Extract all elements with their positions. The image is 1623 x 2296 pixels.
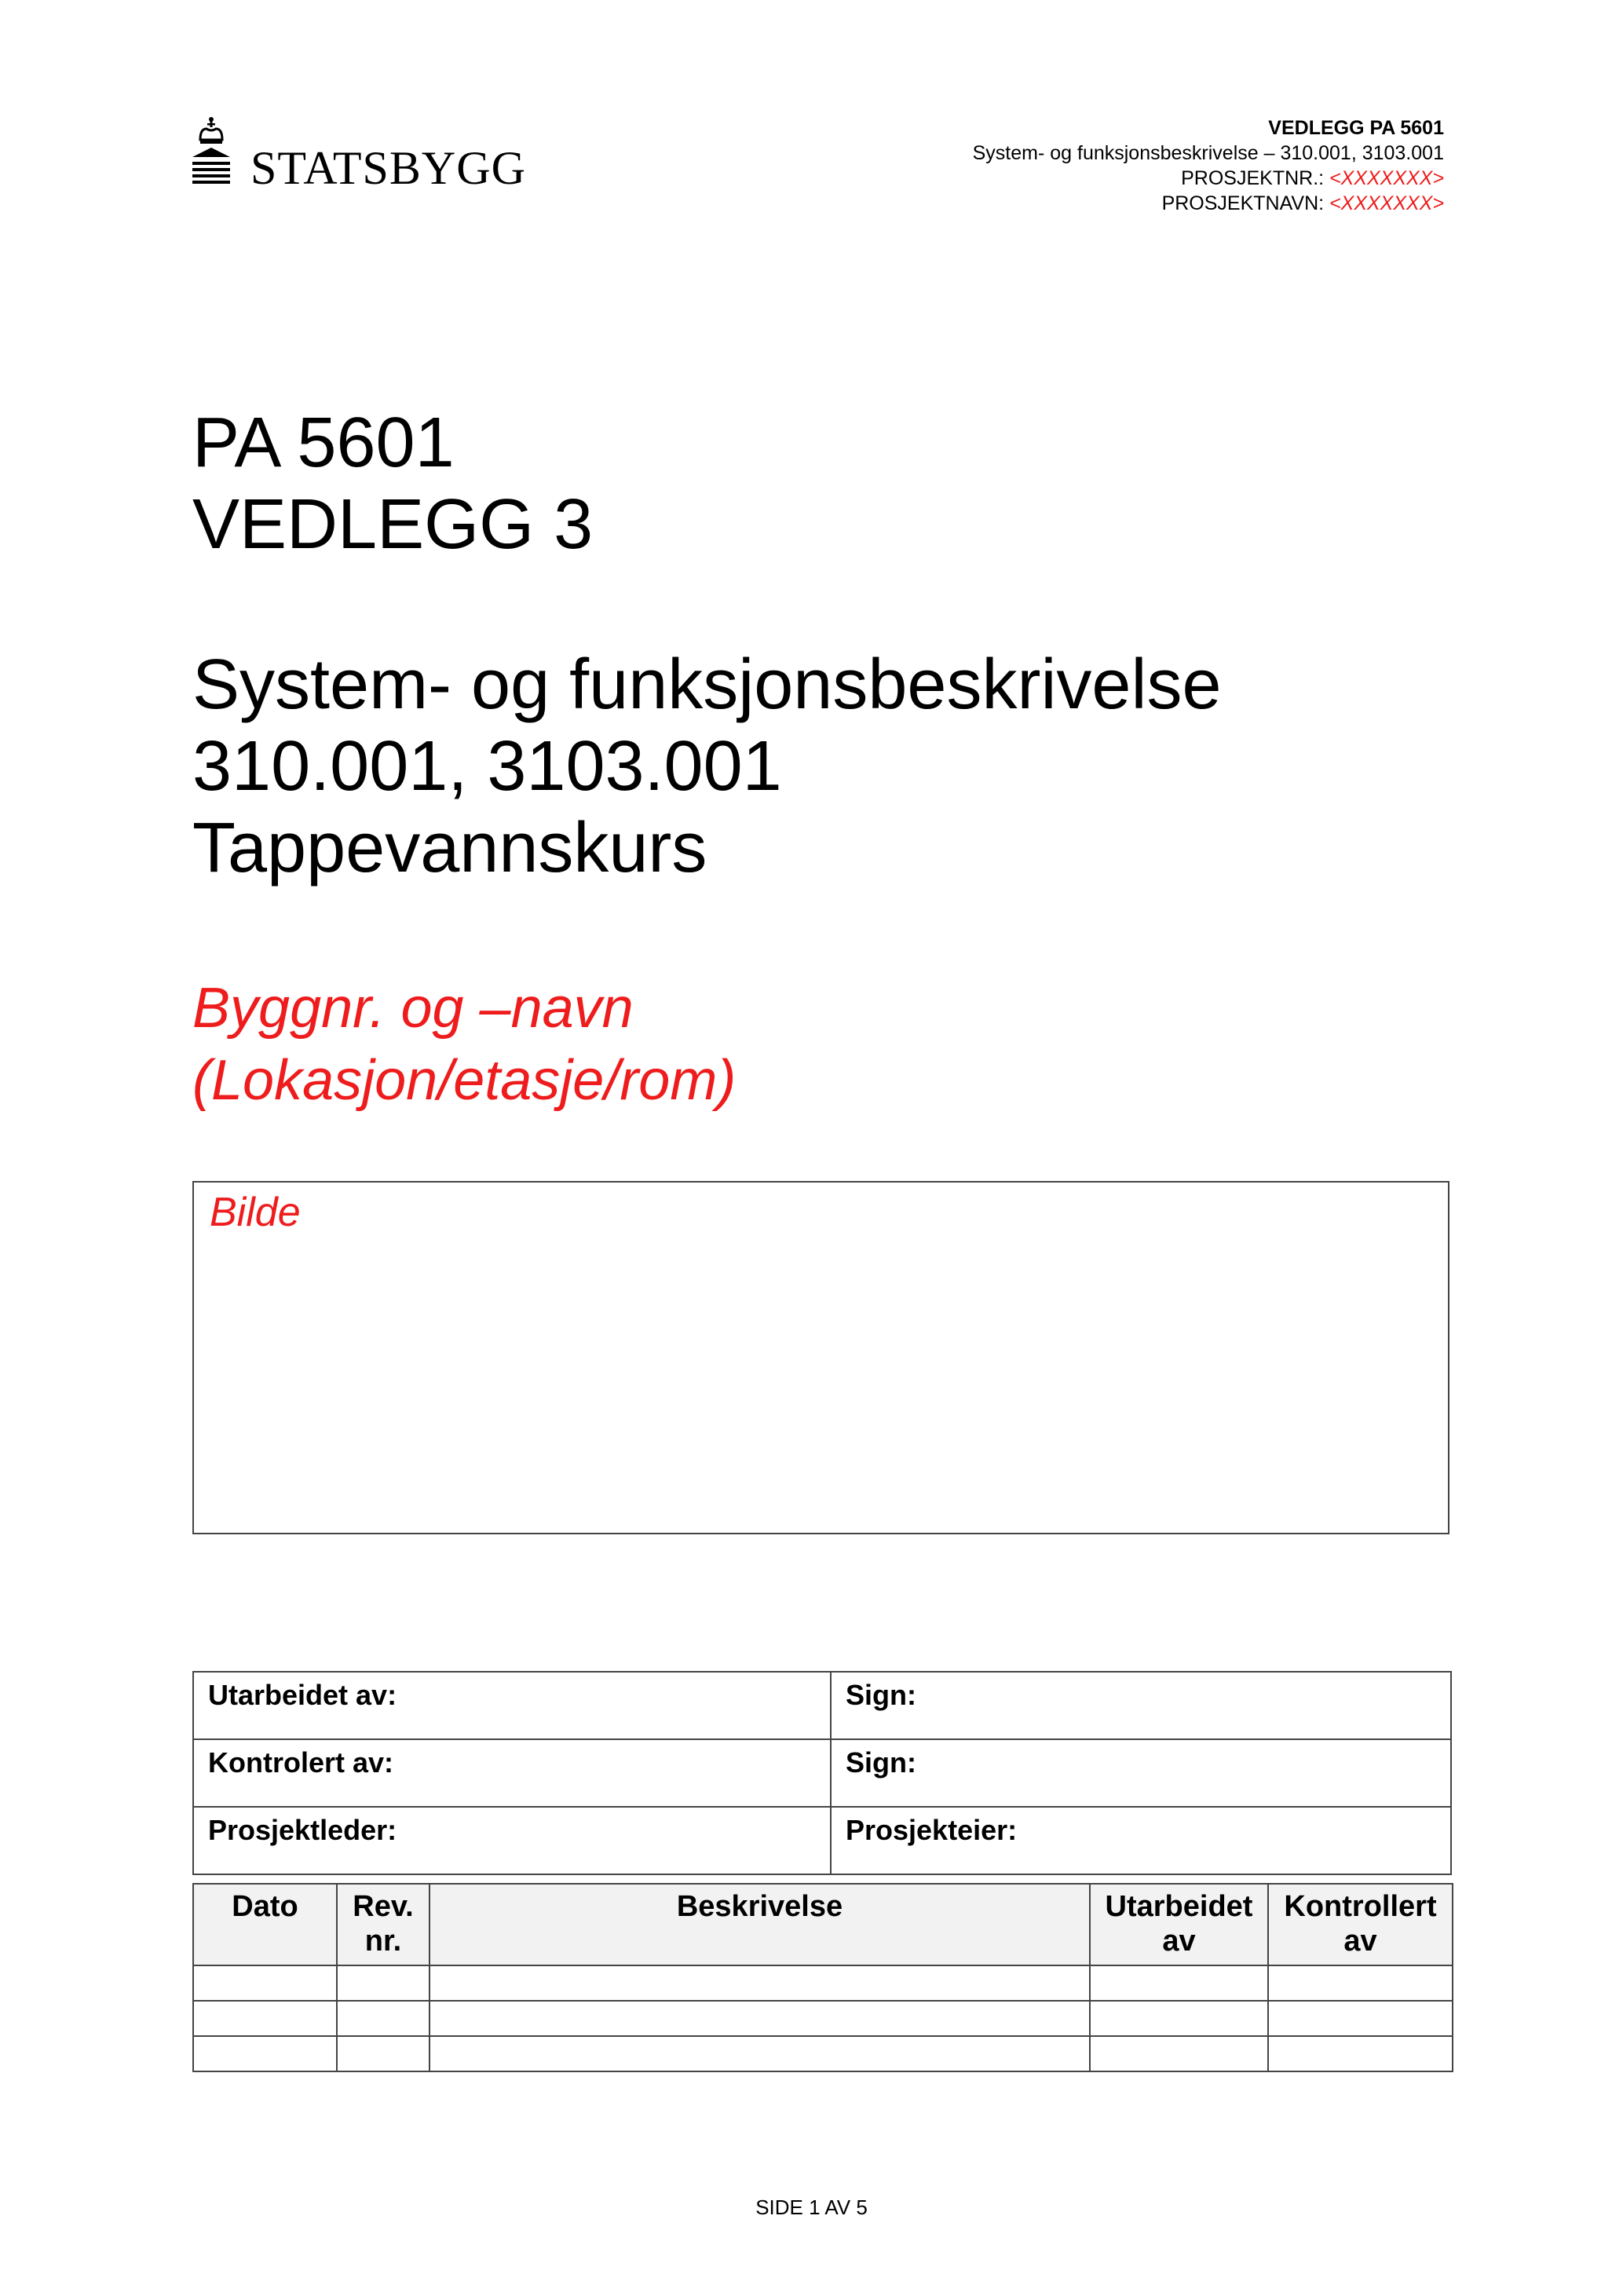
table-row: [193, 1965, 1453, 2001]
header-project-no: [973, 166, 1444, 191]
checked-by-cell: Kontrolert av:: [193, 1739, 831, 1807]
table-cell: [193, 2036, 337, 2071]
table-cell: [1090, 2036, 1268, 2071]
project-leader-cell: Prosjektleder:: [193, 1807, 831, 1874]
table-cell: [193, 1965, 337, 2001]
header-prepared-by: Utarbeidet av: [1090, 1884, 1268, 1965]
table-cell: [430, 2001, 1090, 2036]
signature-row: [193, 1672, 1451, 1739]
table-cell: [430, 2036, 1090, 2071]
crown-icon: [191, 116, 232, 188]
signature-row: [193, 1807, 1451, 1874]
project-no-value: <XXXXXXX>: [1329, 167, 1444, 189]
signature-table: [192, 1671, 1452, 1875]
sign-cell: Sign:: [831, 1672, 1451, 1739]
table-cell: [1268, 2036, 1453, 2071]
header-project-name: [973, 191, 1444, 216]
title-line-3: System- og funksjonsbeskrivelse: [192, 645, 1222, 724]
header-subtitle: System- og funksjonsbeskrivelse – 310.001, 3103.001: [972, 142, 1444, 164]
header-checked-by: Kontrollert av: [1268, 1884, 1453, 1965]
table-cell: [1268, 2001, 1453, 2036]
project-name-value: <XXXXXXX>: [1329, 192, 1444, 214]
table-row: [193, 2001, 1453, 2036]
table-cell: [193, 2001, 337, 2036]
table-row: [193, 2036, 1453, 2071]
building-line-1: Byggnr. og –navn: [192, 977, 634, 1040]
document-subject: [192, 644, 1222, 889]
logo-wordmark: STATSBYGG: [250, 142, 526, 194]
title-line-4: 310.001, 3103.001: [192, 727, 782, 806]
table-cell: [1090, 2001, 1268, 2036]
signature-row: [193, 1739, 1451, 1807]
title-line-5: Tappevannskurs: [192, 809, 707, 887]
image-placeholder-box: [192, 1181, 1449, 1534]
header-date: Dato: [193, 1884, 337, 1965]
table-cell: [337, 1965, 430, 2001]
building-line-2: (Lokasjon/etasje/rom): [192, 1049, 737, 1112]
header-rev-no: Rev. nr.: [337, 1884, 430, 1965]
project-owner-cell: Prosjekteier:: [831, 1807, 1451, 1874]
prepared-by-cell: Utarbeidet av:: [193, 1672, 831, 1739]
page-header: [973, 115, 1444, 216]
table-cell: [337, 2001, 430, 2036]
image-placeholder-label: Bilde: [210, 1190, 301, 1235]
table-cell: [430, 1965, 1090, 2001]
building-info: [192, 972, 736, 1117]
revision-table: [192, 1883, 1453, 2072]
project-name-label: PROSJEKTNAVN:: [1161, 192, 1325, 214]
table-cell: [337, 2036, 430, 2071]
statsbygg-logo: [191, 116, 526, 194]
page-footer: SIDE 1 AV 5: [755, 2195, 868, 2219]
header-attachment: VEDLEGG PA 5601: [1268, 117, 1444, 139]
title-line-2: VEDLEGG 3: [192, 485, 594, 564]
table-cell: [1090, 1965, 1268, 2001]
revision-header-row: [193, 1884, 1453, 1965]
document-title: [192, 402, 593, 565]
title-line-1: PA 5601: [192, 404, 455, 482]
sign-cell: Sign:: [831, 1739, 1451, 1807]
header-description: Beskrivelse: [430, 1884, 1090, 1965]
project-no-label: PROSJEKTNR.:: [1181, 167, 1325, 189]
table-cell: [1268, 1965, 1453, 2001]
